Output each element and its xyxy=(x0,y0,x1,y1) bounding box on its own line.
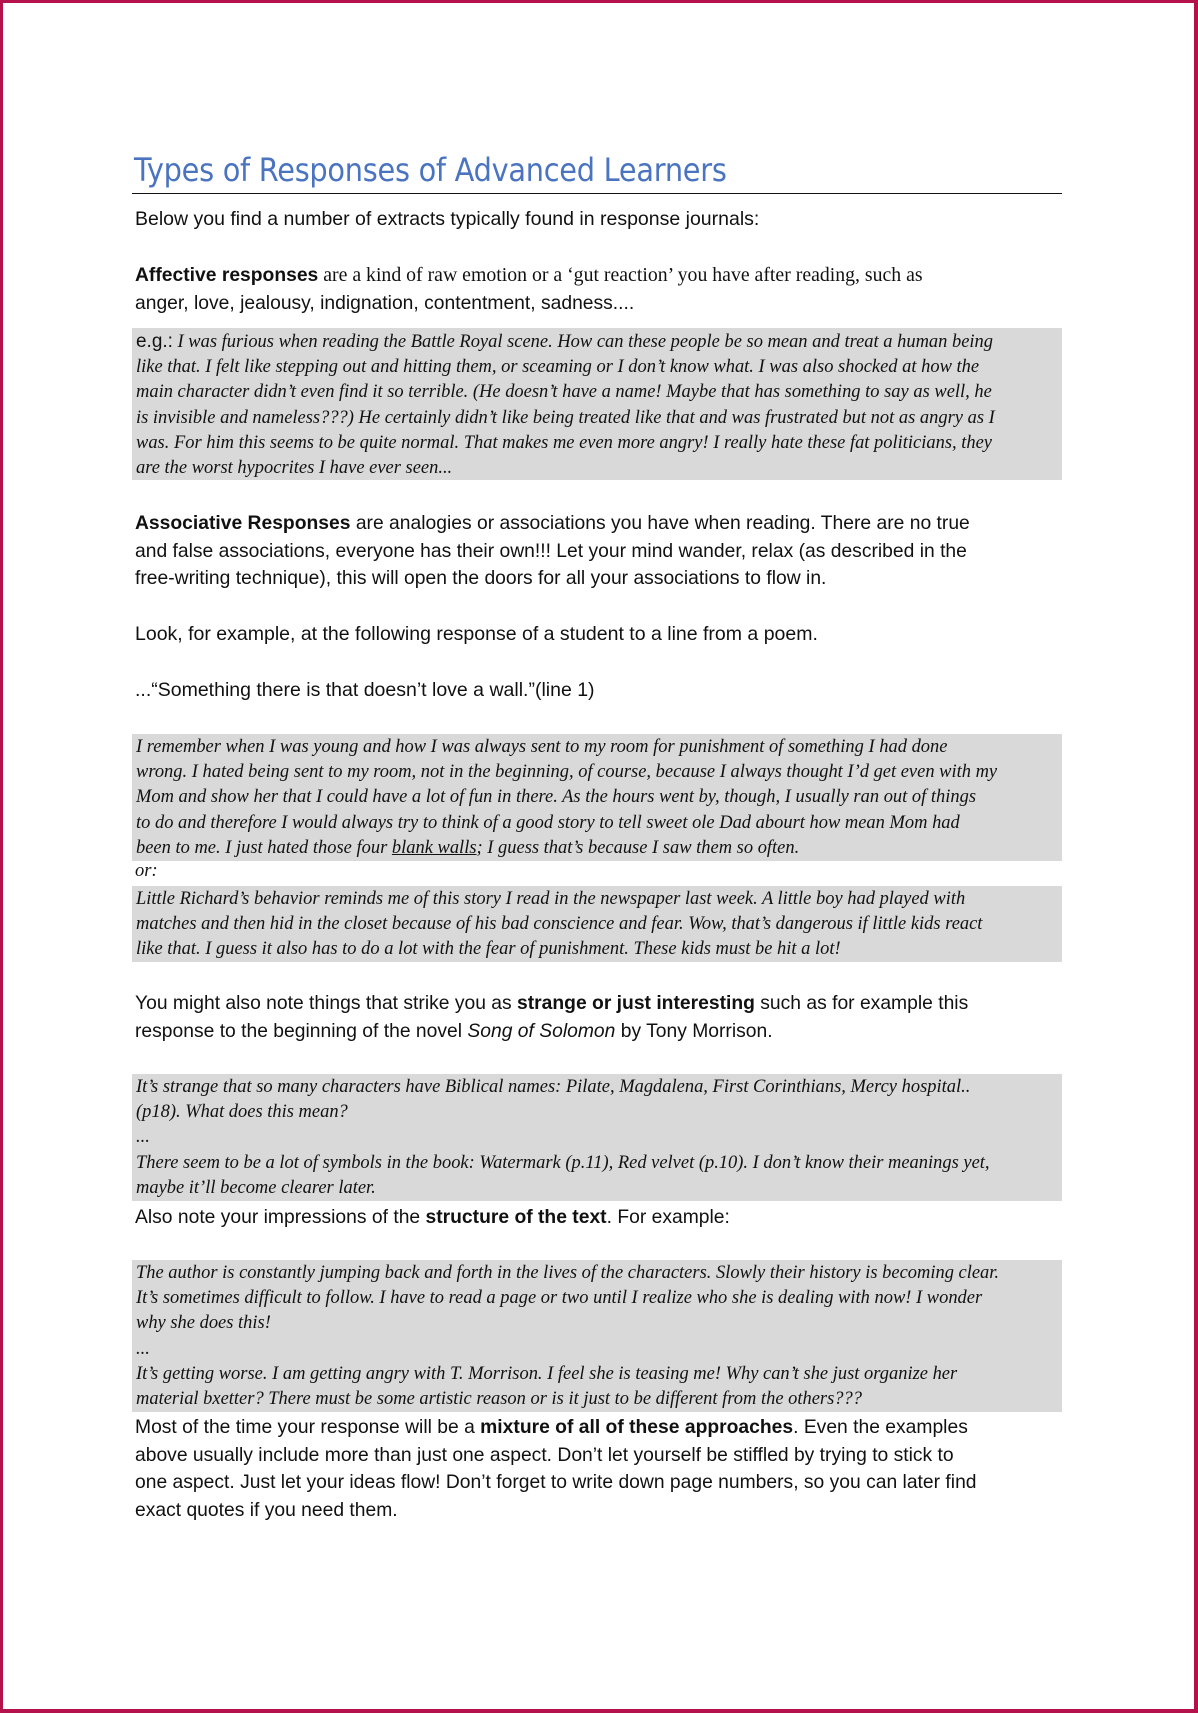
example-label: e.g.: xyxy=(136,331,173,352)
underlined-phrase: blank walls xyxy=(391,837,477,858)
poem-quote-line: ...“Something there is that doesn’t love a wall.”(line 1) xyxy=(135,679,595,701)
affective-definition: are a kind of raw emotion or a ‘gut reaction’ you have after reading, such as xyxy=(318,264,923,286)
structure-paragraph: Also note your impressions of the structure of the text. For example: xyxy=(135,1206,730,1228)
example-line: why she does this! xyxy=(136,1313,271,1334)
strange-term: strange or just interesting xyxy=(517,992,755,1014)
book-title: Song of Solomon xyxy=(467,1019,616,1042)
example-line: wrong. I hated being sent to my room, not in the beginning, of course, because I always thought I’d get even with my xyxy=(136,762,998,783)
example-line: main character didn’t even find it so terrible. (He doesn’t have a name! Maybe that has something to say as well, he xyxy=(136,382,992,403)
example-line: Little Richard’s behavior reminds me of this story I read in the newspaper last week. A little boy had played with xyxy=(136,889,966,909)
structure-example-block xyxy=(132,1260,1062,1412)
or-separator: or: xyxy=(135,861,158,881)
intro-paragraph: Below you find a number of extracts typically found in response journals: xyxy=(135,208,760,230)
strange-line-1: You might also note things that strike you as strange or just interesting such as for example this xyxy=(135,992,969,1014)
example-line: e.g.: I was furious when reading the Battle Royal scene. How can these people be so mean and treat a human being xyxy=(136,331,994,352)
example-line: like that. I guess it also has to do a lot with the fear of punishment. These kids must be hit a lot! xyxy=(136,939,841,960)
structure-term: structure of the text xyxy=(425,1206,607,1228)
affective-example-block xyxy=(132,328,1062,480)
example-line: are the worst hypocrites I have ever seen... xyxy=(136,458,453,479)
example-line: like that. I felt like stepping out and hitting them, or sceaming or I don’t know what. I was also shocked at how the xyxy=(136,357,980,378)
associative-example-block-1 xyxy=(132,734,1062,861)
example-line: It’s strange that so many characters have Biblical names: Pilate, Magdalena, First Corinthians, Mercy hospital.. xyxy=(136,1077,971,1097)
example-line: ... xyxy=(136,1127,150,1148)
example-line: is invisible and nameless???) He certainly didn’t like being treated like that and was frustrated but not as angry as I xyxy=(136,407,995,428)
affective-line-1 xyxy=(135,262,1055,290)
example-line: to do and therefore I would always try to think of a good story to tell sweet ole Dad abourt how mean Mom had xyxy=(136,812,960,833)
affective-term: Affective responses xyxy=(135,264,319,286)
affective-line-2: anger, love, jealousy, indignation, contentment, sadness.... xyxy=(135,291,635,314)
example-line: maybe it’ll become clearer later. xyxy=(136,1177,376,1198)
strange-example-block xyxy=(132,1074,1062,1201)
look-example-paragraph: Look, for example, at the following response of a student to a line from a poem. xyxy=(135,623,818,645)
conclusion-paragraph: Most of the time your response will be a mixture of all of these approaches. Even the examples above usually include more than just one aspect. Don’t let yourself be stiffled by trying to stick to one aspect. Just let your ideas flow! Don’t forget to write down page numbers, so you can later find exact quotes if you need them. xyxy=(135,1416,977,1521)
title-underline-divider xyxy=(132,193,1062,194)
page-title: Types of Responses of Advanced Learners xyxy=(134,151,727,189)
strange-paragraph xyxy=(135,990,1065,1045)
strange-line-2: response to the beginning of the novel Song of Solomon by Tony Morrison. xyxy=(135,1019,773,1042)
associative-line-3: free-writing technique), this will open the doors for all your associations to flow in. xyxy=(135,567,827,589)
example-line: It’s sometimes difficult to follow. I have to read a page or two until I realize who she is dealing with now! I wonder xyxy=(136,1288,983,1309)
example-line: been to me. I just hated those four blank walls; I guess that’s because I saw them so often. xyxy=(136,837,800,858)
associative-line-2: and false associations, everyone has their own!!! Let your mind wander, relax (as described in the xyxy=(135,539,967,562)
example-line: It’s getting worse. I am getting angry with T. Morrison. I feel she is teasing me! Why can’t she just organize her xyxy=(136,1363,958,1384)
conclusion-term: mixture of all of these approaches xyxy=(480,1416,794,1438)
example-line: The author is constantly jumping back and forth in the lives of the characters. Slowly their history is becoming clear. xyxy=(136,1263,1000,1283)
example-line: material bxetter? There must be some artistic reason or is it just to be different from the others??? xyxy=(136,1389,862,1410)
associative-term: Associative Responses xyxy=(135,512,351,534)
associative-line-1: Associative Responses are analogies or associations you have when reading. There are no true xyxy=(135,512,970,534)
affective-paragraph xyxy=(135,262,1065,317)
example-line: (p18). What does this mean? xyxy=(136,1102,348,1123)
example-line: was. For him this seems to be quite normal. That makes me even more angry! I really hate these fat politicians, they xyxy=(136,432,992,453)
example-line: matches and then hid in the closet because of his bad conscience and fear. Wow, that’s dangerous if little kids react xyxy=(136,914,983,935)
associative-paragraph xyxy=(135,510,1065,593)
example-line: There seem to be a lot of symbols in the book: Watermark (p.11), Red velvet (p.10). I don’t know their meanings yet, xyxy=(136,1152,990,1173)
associative-example-block-2 xyxy=(132,886,1062,962)
example-line: Mom and show her that I could have a lot of fun in there. As the hours went by, though, I usually ran out of things xyxy=(136,787,977,808)
example-line: I remember when I was young and how I was always sent to my room for punishment of something I had done xyxy=(136,737,948,757)
example-line: ... xyxy=(136,1338,150,1359)
